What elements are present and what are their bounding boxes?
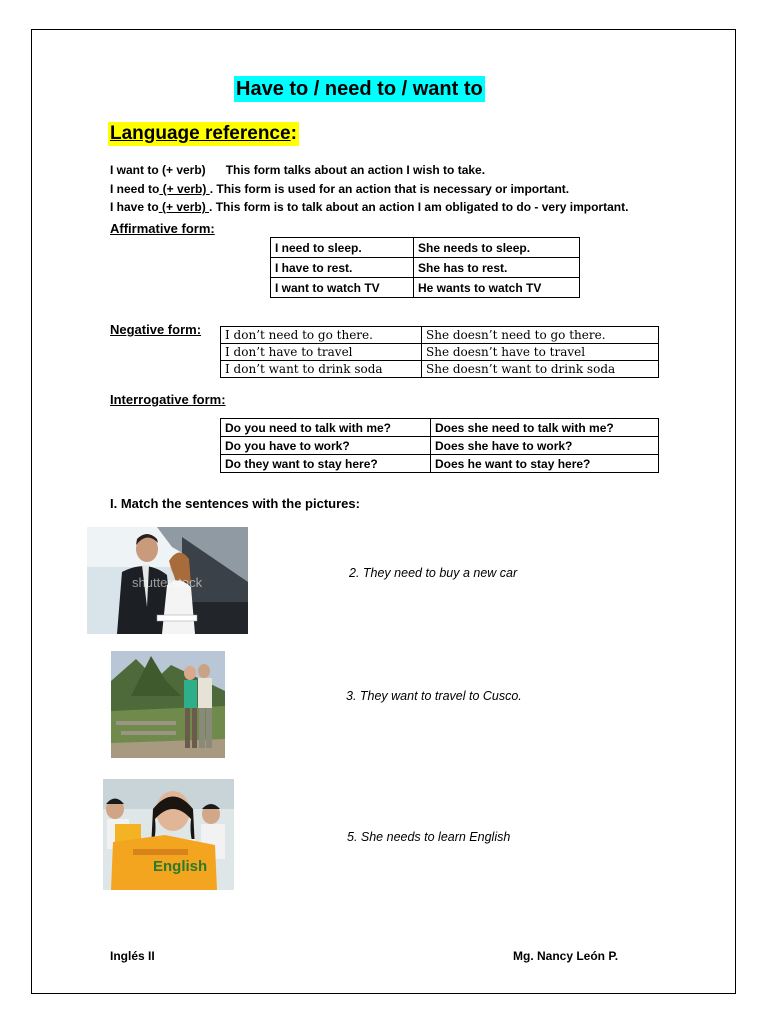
reference-text: . This form is used for an action that is necessary or important. — [209, 182, 570, 196]
table-cell: I don’t need to go there. — [221, 327, 422, 344]
table-cell: I don’t want to drink soda — [221, 361, 422, 378]
table-cell: She needs to sleep. — [414, 238, 580, 258]
table-cell: Does she need to talk with me? — [431, 419, 659, 437]
table-cell: He wants to watch TV — [414, 278, 580, 298]
reference-verb: (+ verb) — [159, 182, 210, 196]
sentence-english: 5. She needs to learn English — [347, 830, 511, 844]
reference-verb: (+ verb) — [162, 163, 206, 177]
reference-line-want — [110, 163, 485, 177]
table-cell: Do they want to stay here? — [221, 455, 431, 473]
sentence-cusco: 3. They want to travel to Cusco. — [346, 689, 522, 703]
reference-lead: I want to — [110, 163, 162, 177]
table-cell: She doesn’t want to drink soda — [422, 361, 659, 378]
table-row — [221, 455, 659, 473]
language-reference-heading — [108, 122, 299, 146]
affirmative-label: Affirmative form: — [110, 221, 215, 236]
table-cell: I need to sleep. — [271, 238, 414, 258]
page-title: Have to / need to / want to — [236, 78, 483, 100]
reference-text: . This form is to talk about an action I am obligated to do - very important. — [209, 200, 629, 214]
negative-table — [220, 326, 659, 378]
table-cell: Does he want to stay here? — [431, 455, 659, 473]
table-cell: Do you need to talk with me? — [221, 419, 431, 437]
machu-picchu-picture — [111, 651, 225, 758]
table-row — [221, 361, 659, 378]
table-cell: She doesn’t have to travel — [422, 344, 659, 361]
table-cell: Do you have to work? — [221, 437, 431, 455]
table-cell: She doesn’t need to go there. — [422, 327, 659, 344]
reference-line-need — [110, 182, 569, 196]
interrogative-table — [220, 418, 659, 473]
sentence-car: 2. They need to buy a new car — [349, 566, 518, 580]
reference-lead: I have to — [110, 200, 159, 214]
table-row — [271, 258, 580, 278]
table-cell: Does she have to work? — [431, 437, 659, 455]
table-cell: I don’t have to travel — [221, 344, 422, 361]
table-cell: I want to watch TV — [271, 278, 414, 298]
footer-teacher: Mg. Nancy León P. — [513, 949, 619, 963]
watermark-text: shutterstock — [132, 575, 203, 590]
reference-lead: I need to — [110, 182, 160, 196]
reference-verb: (+ verb) — [158, 200, 210, 214]
table-row — [221, 327, 659, 344]
negative-label: Negative form: — [110, 322, 202, 337]
footer-course: Inglés II — [110, 949, 155, 963]
table-cell: I have to rest. — [271, 258, 414, 278]
reference-line-have — [110, 200, 628, 214]
table-row — [221, 344, 659, 361]
language-reference-colon: : — [290, 123, 297, 144]
table-row — [221, 437, 659, 455]
table-row — [271, 238, 580, 258]
interrogative-label: Interrogative form: — [110, 392, 226, 407]
student-english-book-picture — [103, 779, 234, 890]
table-row — [271, 278, 580, 298]
book-text: English — [153, 858, 208, 875]
car-dealership-picture — [87, 527, 248, 634]
affirmative-table — [270, 237, 580, 298]
reference-text: This form talks about an action I wish to take. — [205, 163, 486, 177]
language-reference-text: Language reference — [110, 123, 291, 144]
table-row — [221, 419, 659, 437]
table-cell: She has to rest. — [414, 258, 580, 278]
exercise-title: I. Match the sentences with the pictures: — [110, 496, 360, 511]
